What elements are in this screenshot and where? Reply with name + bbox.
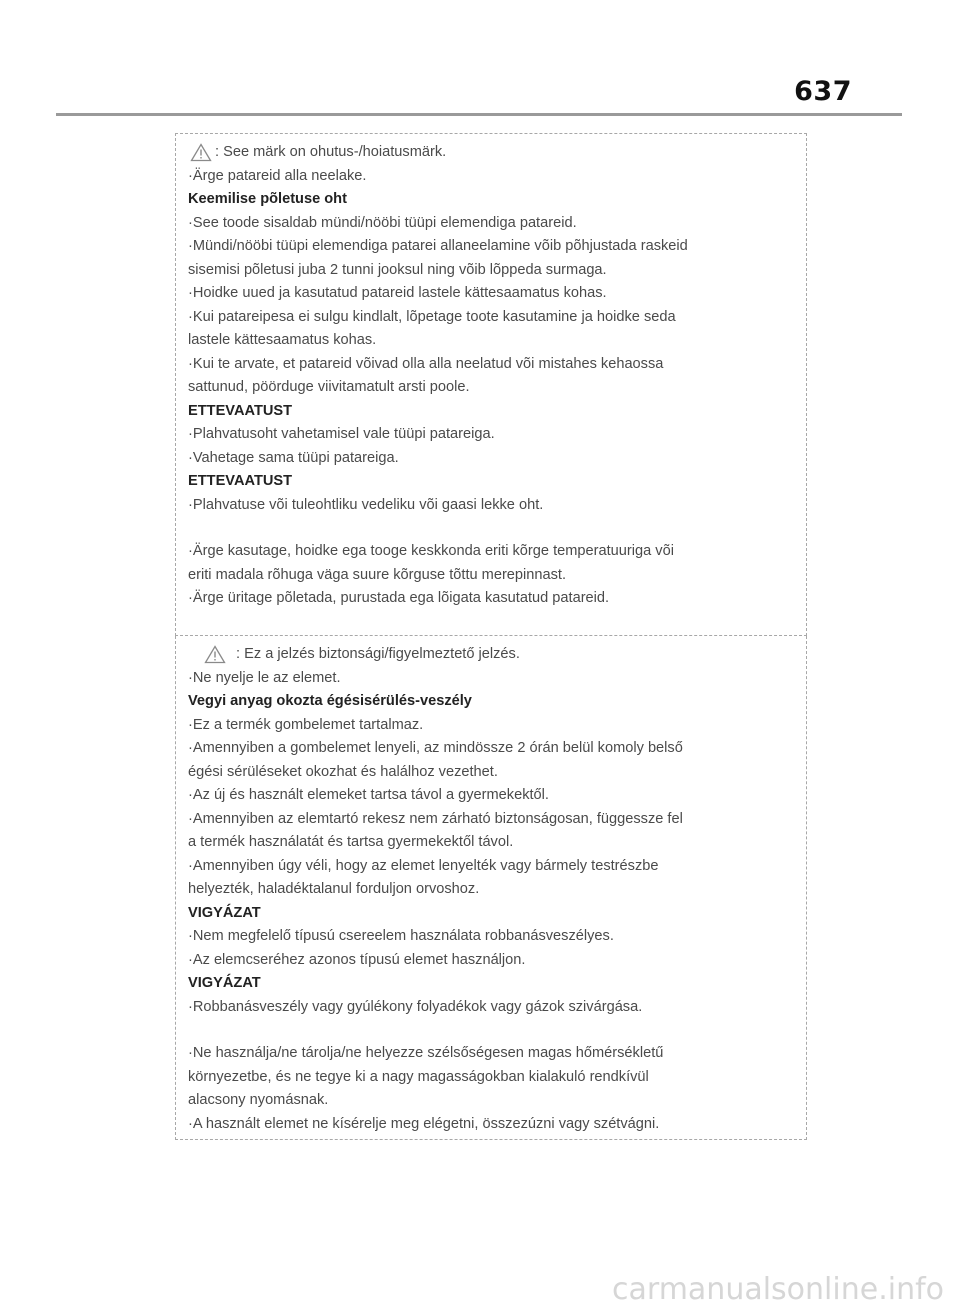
section-heading: VIGYÁZAT (188, 904, 261, 921)
text-line: alacsony nyomásnak. (188, 1092, 329, 1108)
text-line: ·Amennyiben úgy véli, hogy az elemet lenyelték vagy bármely testrészbe (188, 857, 659, 874)
text-line: ·Ez a termék gombelemet tartalmaz. (188, 716, 424, 733)
text-line: a termék használatát és tartsa gyermekektől távol. (188, 834, 514, 850)
text-line: sisemisi põletusi juba 2 tunni jooksul ning võib lõppeda surmaga. (188, 261, 607, 278)
text-line: ·Kui patareipesa ei sulgu kindlalt, lõpetage toote kasutamine ja hoidke seda (188, 308, 676, 325)
text-line: ·A használt elemet ne kísérelje meg elégetni, összezúzni vagy szétvágni. (188, 1115, 660, 1132)
warning-triangle-icon (204, 645, 226, 664)
text-line: ·Amennyiben a gombelemet lenyeli, az mindössze 2 órán belül komoly belső (188, 740, 683, 756)
text-line: ·Plahvatusoht vahetamisel vale tüüpi patareiga. (188, 426, 495, 442)
text-line: ·Ne használja/ne tárolja/ne helyezze szélsőségesen magas hőmérsékletű (188, 1045, 664, 1061)
section-heading: Vegyi anyag okozta égésisérülés-veszély (188, 693, 472, 709)
text-line: ·Ärge üritage põletada, purustada ega lõigata kasutatud patareid. (188, 590, 610, 606)
symbol-note-text: : Ez a jelzés biztonsági/figyelmeztető jelzés. (236, 646, 520, 662)
text-line: ·Ne nyelje le az elemet. (188, 669, 341, 686)
section-heading: Keemilise põletuse oht (188, 191, 347, 207)
text-line: eriti madala rõhuga väga suure kõrguse tõttu merepinnast. (188, 566, 567, 583)
header-divider (56, 113, 902, 116)
text-line: ·Ärge kasutage, hoidke ega tooge keskkonda eriti kõrge temperatuuriga või (188, 543, 674, 559)
page-number: 637 (794, 76, 852, 107)
text-line: helyezték, haladéktalanul forduljon orvoshoz. (188, 881, 480, 897)
text-line: sattunud, pöörduge viivitamatult arsti poole. (188, 379, 470, 395)
section-heading: ETTEVAATUST (188, 402, 293, 419)
spacer (188, 517, 794, 540)
section-heading: ETTEVAATUST (188, 473, 293, 489)
section-heading: VIGYÁZAT (188, 975, 261, 991)
text-line: ·Kui te arvate, et patareid võivad olla alla neelatud või mistahes kehaossa (188, 355, 664, 372)
watermark: carmanualsonline.info (612, 1272, 944, 1307)
text-line: ·Az elemcseréhez azonos típusú elemet használjon. (188, 951, 526, 968)
estonian-symbol-note (188, 141, 794, 165)
text-line: ·Vahetage sama tüüpi patareiga. (188, 449, 399, 466)
text-line: ·Plahvatuse või tuleohtliku vedeliku või gaasi lekke oht. (188, 496, 544, 513)
warning-triangle-icon (190, 143, 212, 162)
hungarian-symbol-note (188, 643, 794, 667)
text-line: ·See toode sisaldab mündi/nööbi tüüpi elemendiga patareid. (188, 214, 577, 231)
text-line: ·Robbanásveszély vagy gyúlékony folyadékok vagy gázok szivárgása. (188, 998, 643, 1015)
text-line: ·Amennyiben az elemtartó rekesz nem zárható biztonságosan, függessze fel (188, 810, 683, 827)
text-line: környezetbe, és ne tegye ki a nagy magasságokban kialakuló rendkívül (188, 1068, 649, 1085)
text-line: ·Mündi/nööbi tüüpi elemendiga patarei allaneelamine võib põhjustada raskeid (188, 238, 688, 254)
spacer (188, 1019, 794, 1042)
text-line: ·Hoidke uued ja kasutatud patareid lastele kättesaamatus kohas. (188, 285, 607, 301)
text-line: ·Ärge patareid alla neelake. (188, 167, 367, 184)
hungarian-warning-box (175, 636, 807, 1140)
text-line: égési sérüléseket okozhat és halálhoz vezethet. (188, 763, 498, 780)
estonian-warning-box (175, 133, 807, 636)
symbol-note-text: : See märk on ohutus-/hoiatusmärk. (215, 144, 447, 160)
text-line: ·Az új és használt elemeket tartsa távol a gyermekektől. (188, 787, 549, 803)
text-line: ·Nem megfelelő típusú csereelem használata robbanásveszélyes. (188, 928, 614, 944)
text-line: lastele kättesaamatus kohas. (188, 332, 377, 348)
